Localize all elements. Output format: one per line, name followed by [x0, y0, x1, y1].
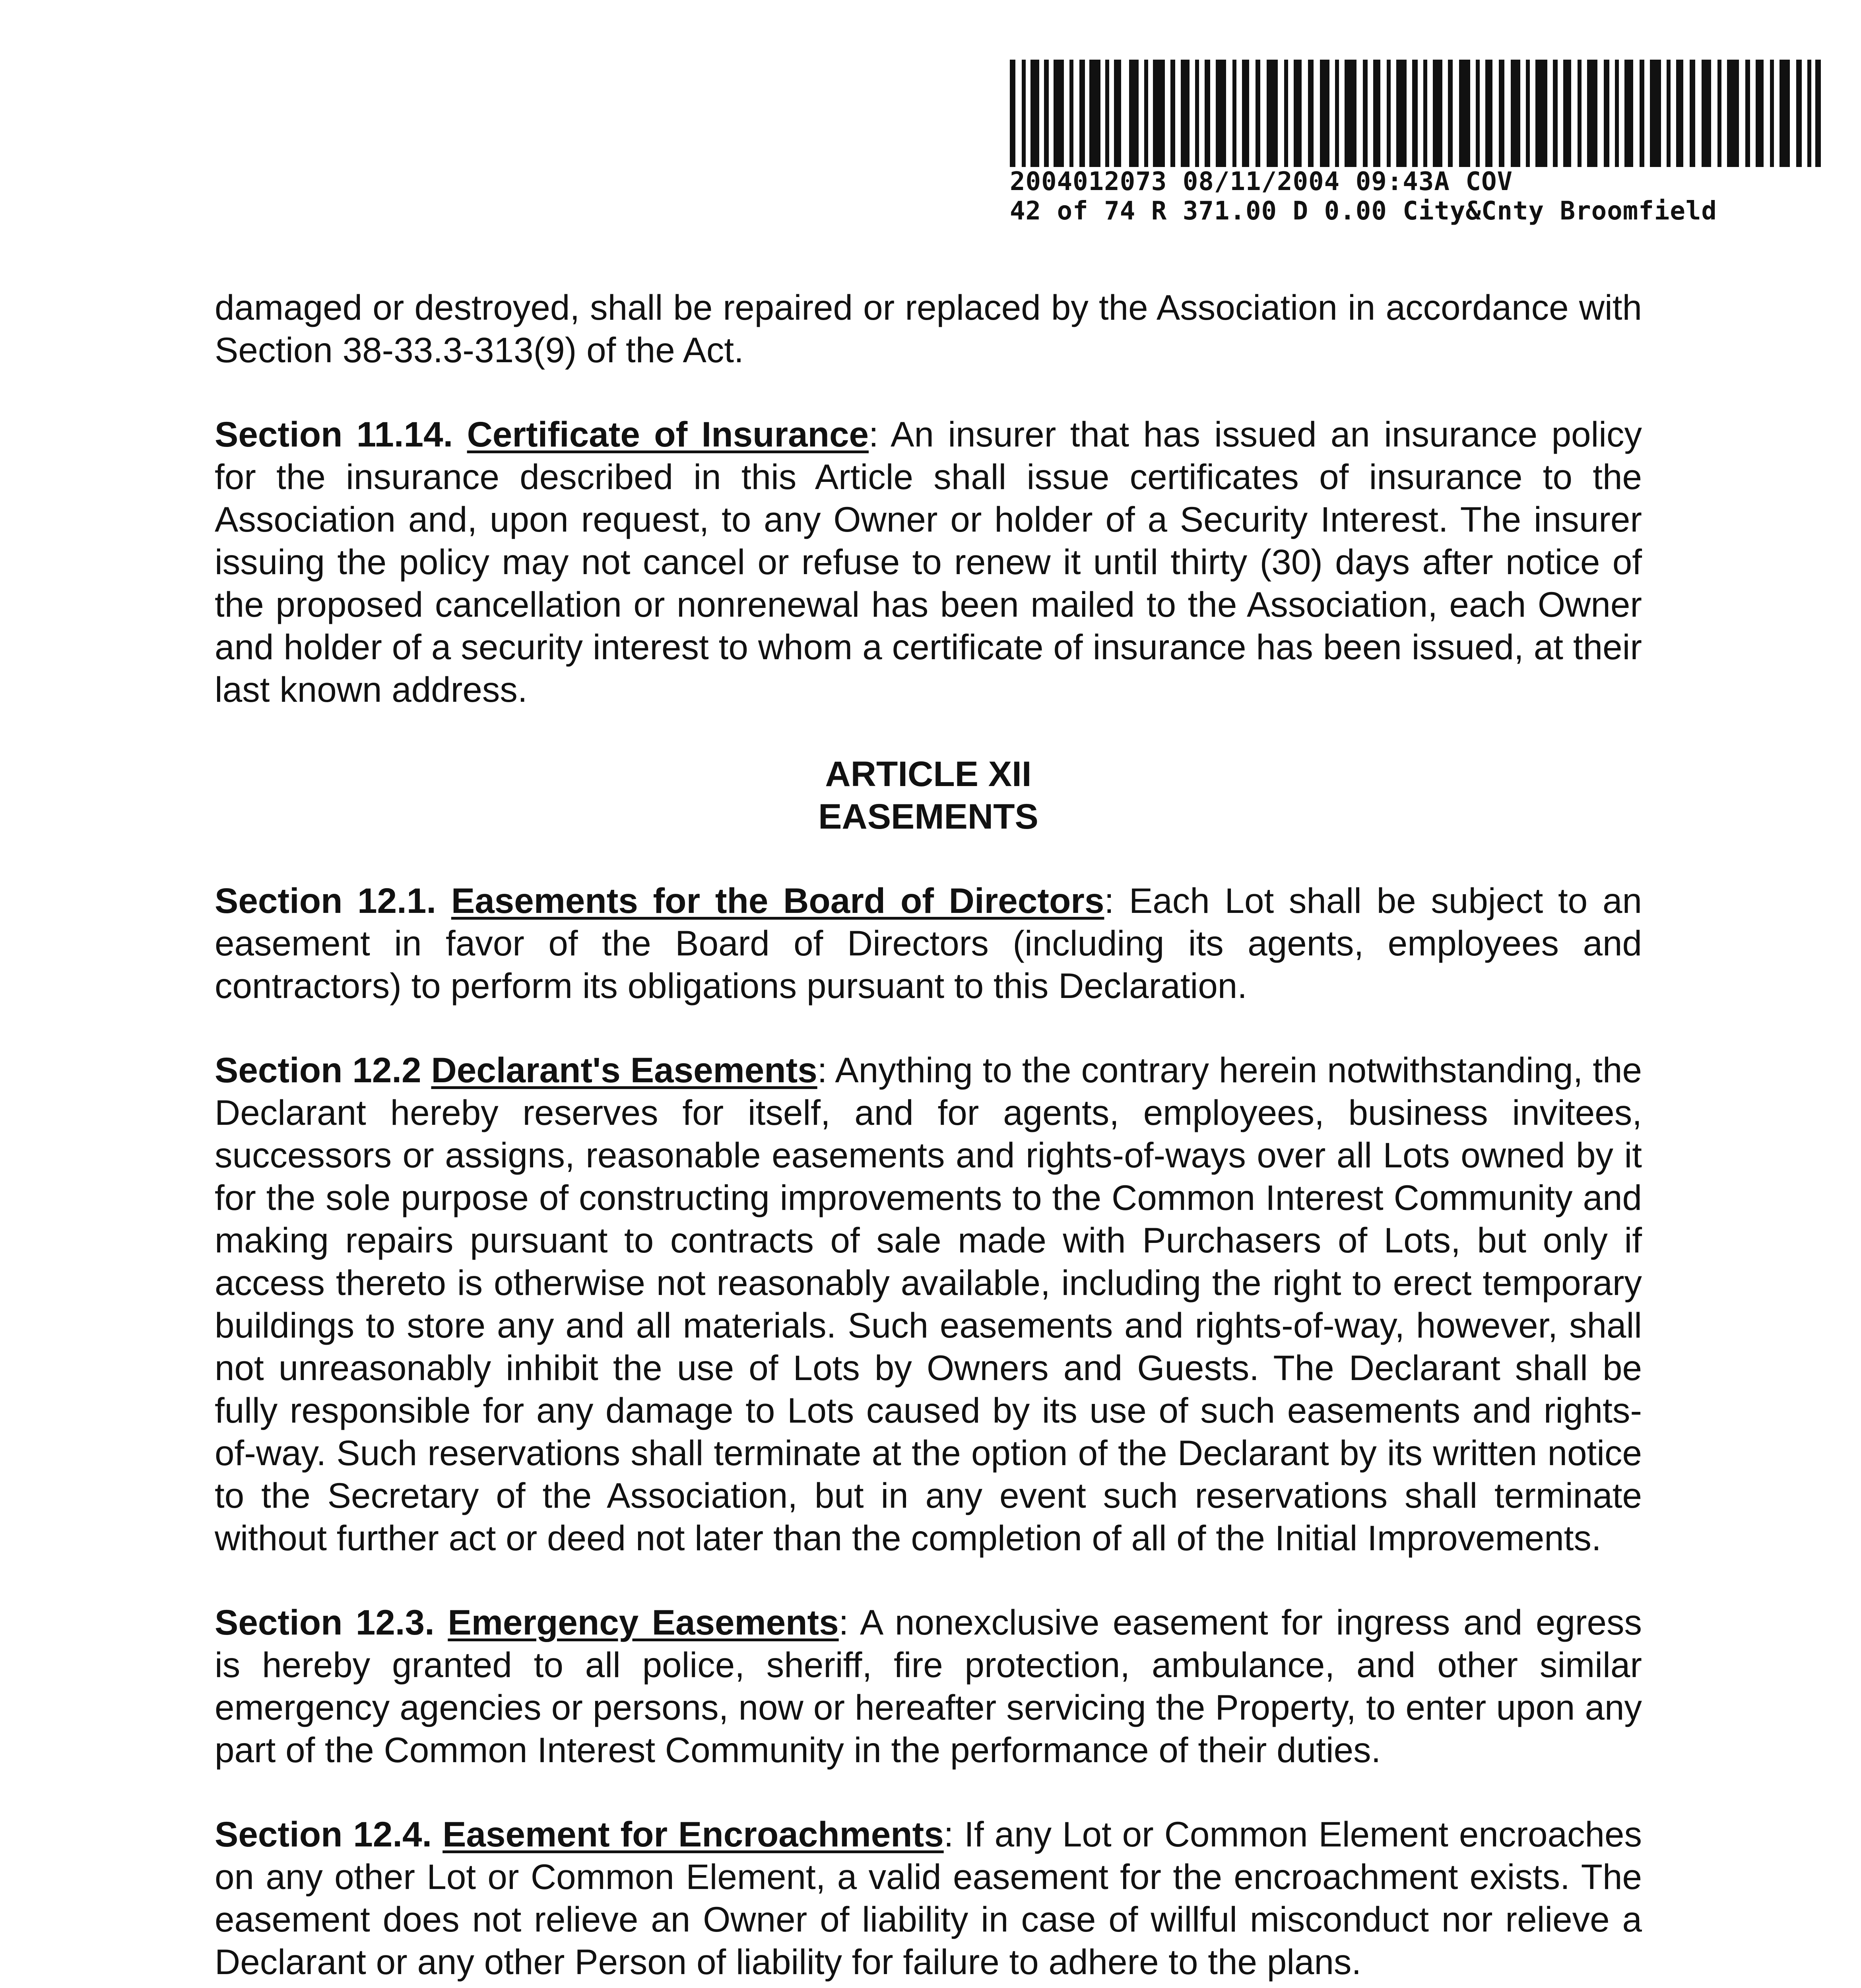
section-12-4 [215, 1813, 1642, 1983]
section-title: Easement for Encroachments [442, 1814, 944, 1854]
recording-stamp [1010, 60, 1825, 226]
section-title: Declarant's Easements [431, 1050, 817, 1090]
section-title: Certificate of Insurance [467, 414, 869, 454]
article-title: EASEMENTS [818, 796, 1038, 836]
section-11-14 [215, 413, 1642, 711]
section-number: Section 12.2 [215, 1050, 421, 1090]
article-heading [215, 753, 1642, 838]
section-text: : A nonexclusive easement for ingress and egress is hereby granted to all police, sheriff, fire protection, ambulance, and other similar emergency agencies or persons, now or hereafter servicing the Property, to enter upon any part of the Common Interest Community in the performance of their duties. [215, 1602, 1642, 1770]
section-12-3 [215, 1601, 1642, 1771]
continued-paragraph: damaged or destroyed, shall be repaired or replaced by the Association in accordance with Section 38-33.3-313(9) of the Act. [215, 287, 1642, 370]
section-title: Emergency Easements [448, 1602, 839, 1642]
barcode-icon [1010, 60, 1821, 167]
section-number: Section 12.4. [215, 1814, 432, 1854]
article-number: ARTICLE XII [825, 754, 1032, 794]
section-number: Section 12.1. [215, 881, 437, 920]
section-12-2 [215, 1049, 1642, 1559]
section-number: Section 12.3. [215, 1602, 435, 1642]
document-body [215, 286, 1642, 1988]
recording-line-1: 2004012073 08/11/2004 09:43A COV [1010, 167, 1513, 196]
section-text: : Each Lot shall be subject to an easement in favor of the Board of Directors (including its agents, employees and contractors) to perform its obligations pursuant to this Declaration. [215, 881, 1642, 1006]
section-title: Easements for the Board of Directors [451, 881, 1104, 920]
recording-line-2: 42 of 74 R 371.00 D 0.00 City&Cnty Broomfield [1010, 196, 1717, 226]
section-text: : If any Lot or Common Element encroaches on any other Lot or Common Element, a valid easement for the encroachment exists. The easement does not relieve an Owner of liability in case of willful misconduct nor relieve a Declarant or any other Person of liability for failure to adhere to the plans. [215, 1814, 1642, 1982]
section-12-1 [215, 879, 1642, 1007]
section-text: : An insurer that has issued an insurance policy for the insurance described in this Article shall issue certificates of insurance to the Association and, upon request, to any Owner or holder of a Security Interest. The insurer issuing the policy may not cancel or refuse to renew it until thirty (30) days after notice of the proposed cancellation or nonrenewal has been mailed to the Association, each Owner and holder of a security interest to whom a certificate of insurance has been issued, at their last known address. [215, 414, 1642, 709]
section-number: Section 11.14. [215, 414, 453, 454]
section-text: : Anything to the contrary herein notwithstanding, the Declarant hereby reserves for itself, and for agents, employees, business invitees, successors or assigns, reasonable easements and rights-of-ways over all Lots owned by it for the sole purpose of constructing improvements to the Common Interest Community and making repairs pursuant to contracts of sale made with Purchasers of Lots, but only if access thereto is otherwise not reasonably available, including the right to erect temporary buildings to store any and all materials. Such easements and rights-of-way, however, shall not unreasonably inhibit the use of Lots by Owners and Guests. The Declarant shall be fully responsible for any damage to Lots caused by its use of such easements and rights-of-way. Such reservations shall terminate at the option of the Declarant by its written notice to the Secretary of the Association, but in any event such reservations shall terminate without further act or deed not later than the completion of all of the Initial Improvements. [215, 1050, 1642, 1558]
